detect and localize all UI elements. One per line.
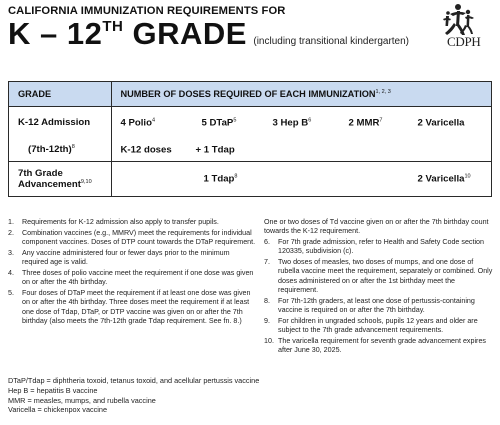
title-tail: GRADE xyxy=(123,16,247,51)
definition: MMR = measles, mumps, and rubella vaccine xyxy=(8,395,156,405)
dose-tdap-plus: + 1 Tdap xyxy=(195,144,235,156)
footnote: 7. Two doses of measles, two doses of mumps, and one dose of rubella vaccine meet the requirement, separately or combined. Only doses administered on or after the 1st birthday meet the requirement. xyxy=(264,258,493,295)
definition: Varicella = chickenpox vaccine xyxy=(8,405,108,415)
title-main: K – 12 xyxy=(8,16,103,51)
grade-k12-admission: K-12 Admission xyxy=(9,106,111,139)
page-header xyxy=(8,5,438,49)
dose-varicella-7th: 2 Varicella$^{10}$ xyxy=(417,173,471,185)
footnote: 4. Three doses of polio vaccine meet the requirement if one dose was given on or after the 4th birthday. xyxy=(8,268,254,287)
table-row xyxy=(9,161,491,196)
footnote-continuation: One or two doses of Td vaccine given on or after the 7th birthday count towards the K-12 requirement. xyxy=(264,218,489,236)
dose-hepb: 3 Hep $B^6$ xyxy=(272,117,312,129)
title-sup: TH xyxy=(102,18,124,35)
header-grade: GRADE xyxy=(9,82,111,106)
page-title xyxy=(8,16,247,51)
dose-tdap: 1 Tdap$^8$ xyxy=(203,173,238,185)
table-header-row xyxy=(9,82,491,106)
doses-cell xyxy=(111,139,491,161)
footnote: 6. For 7th grade admission, refer to Health and Safety Code section 120335, subdivision (c). xyxy=(264,238,485,256)
definition: DTaP/Tdap = diphtheria toxoid, tetanus toxoid, and acellular pertussis vaccine xyxy=(8,376,260,385)
header-title-line xyxy=(8,18,438,49)
footnotes-left xyxy=(8,218,256,328)
header-subtitle: CALIFORNIA IMMUNIZATION REQUIREMENTS FOR xyxy=(8,5,286,17)
header-doses-sup: 1, 2, 3 xyxy=(375,88,391,95)
footnote: 5. Four doses of DTaP meet the requirement if at least one dose was given on or after the 4th birthday. Three doses meet the requirement if at least one dose of Tdap, DTaP, or DTP vaccine was given on or after the 7th birthday (also meets the 7th-12th grade Tdap requirement. See fn. 8.) xyxy=(8,289,251,325)
logo-text: CDPH xyxy=(447,34,481,49)
cdph-logo xyxy=(432,2,494,58)
dose-k12: K-12 doses xyxy=(120,144,172,156)
footnotes-right xyxy=(264,218,494,357)
dose-varicella: 2 Varicella xyxy=(417,117,465,129)
footnote: 9. For children in ungraded schools, pupils 12 years and older are subject to the 7th grade advancement requirements. xyxy=(264,316,478,335)
footnote: 3. Any vaccine administered four or fewer days prior to the minimum required age is valid. xyxy=(8,248,230,267)
grade-7-12: $(7th-12th)^8$ xyxy=(9,139,111,161)
immunization-table xyxy=(9,82,491,196)
dose-dtap: 5 DTaP$^5$ xyxy=(201,117,237,129)
header-doses xyxy=(111,82,491,106)
doses-cell xyxy=(111,106,491,139)
footnote: 1. Requirements for K-12 admission also apply to transfer pupils. xyxy=(8,218,219,226)
footnote: 10. The varicella requirement for seventh grade advancement expires after June 30, 2025. xyxy=(264,337,486,355)
header-doses-label: NUMBER OF DOSES REQUIRED OF EACH IMMUNIZATION xyxy=(120,88,376,99)
definition: Hep B = hepatitis B vaccine xyxy=(8,385,98,395)
footnote: 8. For 7th-12th graders, at least one dose of pertussis-containing vaccine is required on or after the 7th birthday. xyxy=(264,296,475,315)
grade-7th-advancement: 7th Grade Advancement$^{9,10}$ xyxy=(9,161,111,196)
title-note: (including transitional kindergarten) xyxy=(253,36,410,47)
table-row xyxy=(9,106,491,139)
dose-mmr: 2 MMR$^7$ xyxy=(348,117,383,129)
abbreviation-definitions xyxy=(8,376,368,415)
footnote: 2. Combination vaccines (e.g., MMRV) meet the requirements for individual component vaccines. Doses of DTP count towards the DTaP requirement. xyxy=(8,228,256,247)
requirements-table xyxy=(8,81,492,197)
dose-polio: 4 Polio$^4$ xyxy=(120,117,156,129)
table-row xyxy=(9,139,491,161)
doses-cell xyxy=(111,161,491,196)
